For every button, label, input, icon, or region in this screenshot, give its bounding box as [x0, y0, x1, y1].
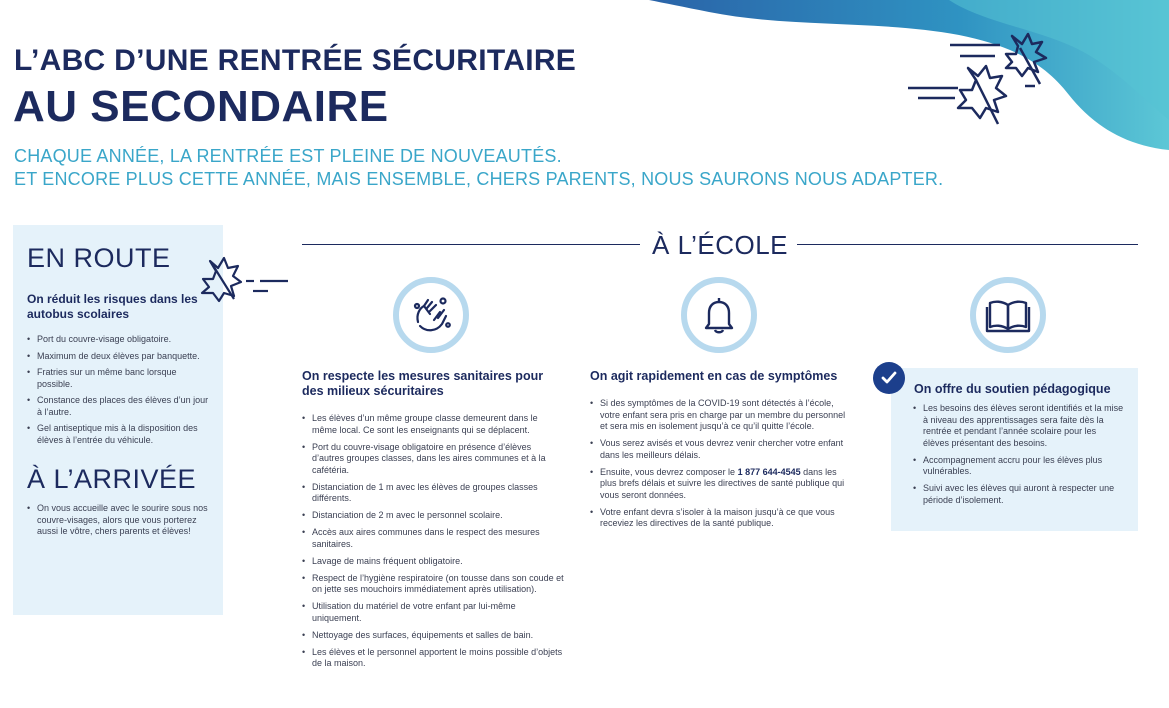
- en-route-title: EN ROUTE: [27, 243, 171, 273]
- sanitary-measures-column: [302, 369, 564, 675]
- symptoms-title: On agit rapidement en cas de symptômes: [590, 369, 838, 383]
- list-item: • Si des symptômes de la COVID-19 sont détectés à l’école, votre enfant sera pris en charge par un membre du personnel et sera mis en isolement jusqu’à ce qu’il quitte l’école.: [590, 398, 852, 433]
- maple-leaves-icon: [900, 28, 1060, 138]
- list-item: • Lavage de mains fréquent obligatoire.: [302, 556, 564, 568]
- ecole-title: À L’ÉCOLE: [652, 230, 789, 260]
- list-item: • Votre enfant devra s’isoler à la maison jusqu’à ce que vous receviez les directives de la santé publique.: [590, 507, 852, 530]
- page-subtitle: [14, 145, 943, 191]
- support-list-wrapper: [913, 403, 1124, 506]
- support-list: [913, 403, 1124, 506]
- maple-leaf-icon: [198, 253, 298, 303]
- list-item: • On vous accueille avec le sourire sous nos couvre-visages, alors que vous porterez aussi le vôtre, chers parents et élèves!: [27, 503, 209, 538]
- en-route-subtitle: On réduit les risques dans les autobus scolaires: [27, 292, 198, 321]
- phone-number: 1 877 644-4545: [737, 466, 801, 477]
- list-item: • Vous serez avisés et vous devrez venir chercher votre enfant dans les meilleurs délais.: [590, 438, 852, 461]
- list-item: • Suivi avec les élèves qui auront à respecter une période d’isolement.: [913, 483, 1124, 506]
- list-item-phone: [590, 467, 852, 502]
- handwash-icon: [408, 292, 454, 338]
- list-item: • Accès aux aires communes dans le respect des mesures sanitaires.: [302, 527, 564, 550]
- support-column: [891, 368, 1138, 531]
- en-route-list: [27, 334, 209, 446]
- list-item: • Nettoyage des surfaces, équipements et salles de bain.: [302, 630, 564, 642]
- support-title: On offre du soutien pédagogique: [914, 382, 1111, 396]
- sanitary-measures-list: [302, 413, 564, 670]
- list-item: • Les élèves et le personnel apportent le moins possible d’objets de la maison.: [302, 647, 564, 670]
- phone-prefix: Ensuite, vous devrez composer le: [600, 466, 738, 477]
- symptoms-column: [590, 369, 852, 535]
- list-item: • Utilisation du matériel de votre enfant par lui-même uniquement.: [302, 601, 564, 624]
- list-item: • Gel antiseptique mis à la disposition des élèves à l’entrée du véhicule.: [27, 423, 209, 446]
- list-item: • Accompagnement accru pour les élèves plus vulnérables.: [913, 455, 1124, 478]
- list-item: • Les élèves d’un même groupe classe demeurent dans le même local. Ce sont les enseignants qui se déplacent.: [302, 413, 564, 436]
- en-route-panel: [13, 225, 223, 615]
- list-item: • Fratries sur un même banc lorsque possible.: [27, 367, 209, 390]
- section-divider-left: [302, 244, 640, 245]
- page-title-line2: AU SECONDAIRE: [13, 82, 389, 131]
- arrivee-title: À L’ARRIVÉE: [27, 464, 197, 494]
- phone-suffix: dans les plus brefs délais et suivre les directives de santé publique qui vous seront données.: [600, 466, 845, 500]
- check-icon: [873, 362, 905, 394]
- list-item: • Distanciation de 2 m avec le personnel scolaire.: [302, 510, 564, 522]
- list-item: • Constance des places des élèves d’un jour à l’autre.: [27, 395, 209, 418]
- subtitle-line2: ET ENCORE PLUS CETTE ANNÉE, MAIS ENSEMBLE, CHERS PARENTS, NOUS SAURONS NOUS ADAPTER.: [14, 169, 944, 189]
- sanitary-measures-title: On respecte les mesures sanitaires pour des milieux sécuritaires: [302, 369, 544, 398]
- book-icon-circle: [970, 277, 1046, 353]
- list-item: • Port du couvre-visage obligatoire en présence d’élèves d’autres groupes classes, dans les aires communes et à la cafétéria.: [302, 442, 564, 477]
- symptoms-list: [590, 398, 852, 530]
- section-divider-right: [797, 244, 1138, 245]
- list-item: • Port du couvre-visage obligatoire.: [27, 334, 209, 346]
- list-item: • Distanciation de 1 m avec les élèves de groupes classes différents.: [302, 482, 564, 505]
- subtitle-line1: CHAQUE ANNÉE, LA RENTRÉE EST PLEINE DE NOUVEAUTÉS.: [14, 146, 562, 166]
- list-item: • Respect de l’hygiène respiratoire (on tousse dans son coude et on jette ses mouchoirs immédiatement après utilisation).: [302, 573, 564, 596]
- handwash-icon-circle: [393, 277, 469, 353]
- page-title-line1: L’ABC D’UNE RENTRÉE SÉCURITAIRE: [14, 44, 577, 77]
- arrivee-list: [27, 503, 209, 538]
- list-item: • Les besoins des élèves seront identifiés et la mise à niveau des apprentissages sera faite dès la rentrée et pendant l’année scolaire pour les élèves présentant des besoins.: [913, 403, 1124, 449]
- list-item: • Maximum de deux élèves par banquette.: [27, 351, 209, 363]
- bell-icon-circle: [681, 277, 757, 353]
- bell-icon: [698, 294, 740, 336]
- book-icon: [985, 295, 1031, 335]
